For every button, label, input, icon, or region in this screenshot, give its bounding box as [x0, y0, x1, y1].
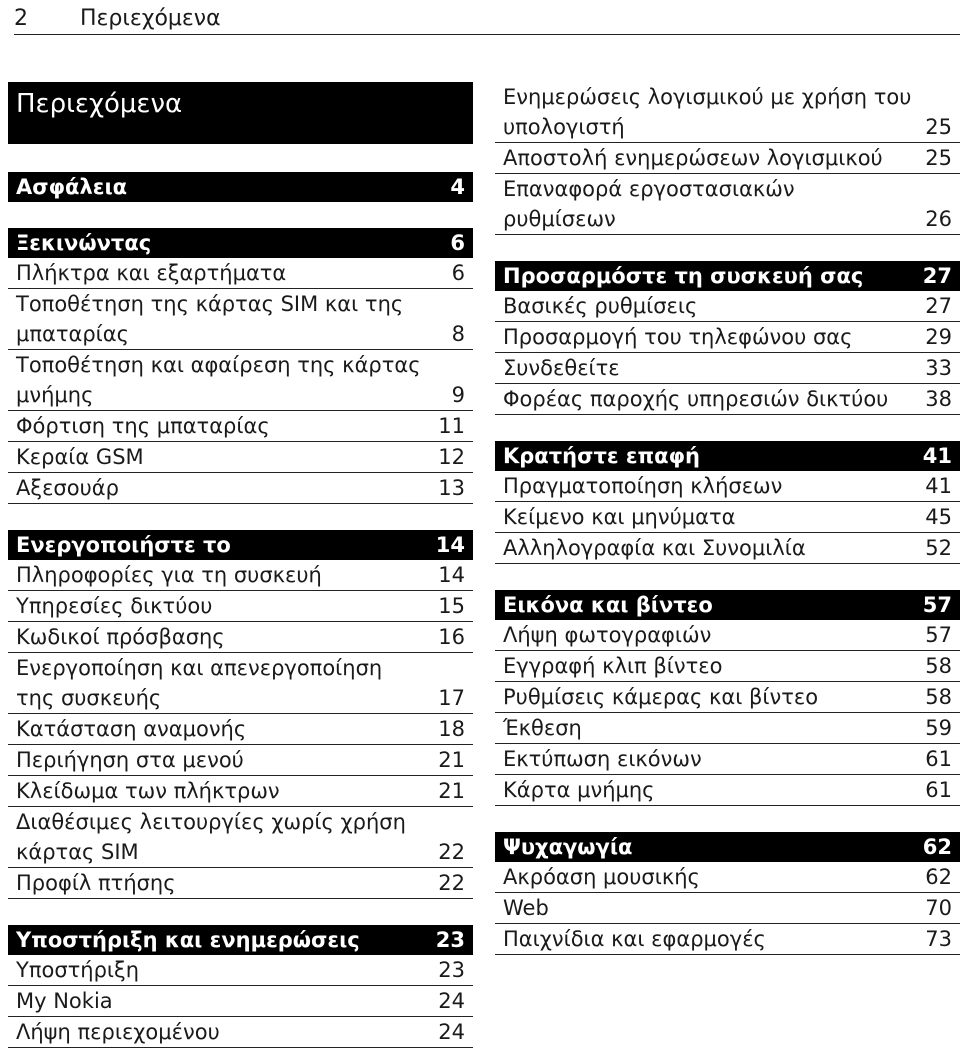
running-title: Περιεχόμενα — [80, 6, 221, 31]
entry-title: Κλείδωμα των πλήκτρων — [16, 779, 280, 803]
section-page-number: 57 — [922, 593, 952, 617]
entry-page-number: 59 — [925, 716, 952, 740]
entry-title: Ρυθμίσεις κάμερας και βίντεο — [503, 685, 819, 709]
entry-page-number: 45 — [925, 505, 952, 529]
entry-title: Συνδεθείτε — [503, 356, 620, 380]
entry-page-number: 8 — [451, 322, 465, 346]
entry-title: Κωδικοί πρόσβασης — [16, 625, 225, 649]
toc-section-heading[interactable] — [495, 590, 960, 620]
toc-entry[interactable] — [8, 807, 473, 868]
entry-page-number: 24 — [438, 989, 465, 1013]
section-title: Εικόνα και βίντεο — [503, 593, 713, 617]
toc-entry[interactable] — [495, 291, 960, 322]
entry-title: Υπηρεσίες δικτύου — [16, 594, 213, 618]
toc-entry[interactable] — [495, 384, 960, 415]
entry-title: Αλληλογραφία και Συνομιλία — [503, 536, 806, 560]
section-title: Ψυχαγωγία — [503, 835, 633, 859]
entry-title: Κείμενο και μηνύματα — [503, 505, 736, 529]
entry-title: Φόρτιση της μπαταρίας — [16, 414, 270, 438]
entry-title: Παιχνίδια και εφαρμογές — [503, 927, 766, 951]
entry-page-number: 12 — [438, 445, 465, 469]
entry-page-number: 15 — [438, 594, 465, 618]
entry-title: Αποστολή ενημερώσεων λογισμικού — [503, 146, 883, 170]
section-page-number: 4 — [450, 175, 465, 199]
toc-entry[interactable] — [495, 322, 960, 353]
toc-left-column — [8, 82, 473, 1048]
entry-page-number: 70 — [925, 896, 952, 920]
entry-page-number: 24 — [438, 1020, 465, 1044]
toc-entry[interactable] — [495, 471, 960, 502]
entry-page-number: 52 — [925, 536, 952, 560]
entry-title: Εκτύπωση εικόνων — [503, 747, 702, 771]
section-page-number: 14 — [435, 533, 465, 557]
toc-section-heading[interactable] — [8, 925, 473, 955]
entry-title: Φορέας παροχής υπηρεσιών δικτύου — [503, 387, 889, 411]
entry-page-number: 38 — [925, 387, 952, 411]
entry-page-number: 6 — [451, 261, 465, 285]
entry-page-number: 58 — [925, 654, 952, 678]
toc-entry[interactable] — [495, 924, 960, 955]
entry-title: Προσαρμογή του τηλεφώνου σας — [503, 325, 853, 349]
toc-section-heading[interactable] — [8, 228, 473, 258]
toc-section-heading[interactable] — [495, 441, 960, 471]
toc-entry[interactable] — [8, 868, 473, 899]
entry-title: Ακρόαση μουσικής — [503, 865, 700, 889]
toc-entry[interactable] — [8, 622, 473, 653]
entry-title: Περιήγηση στα μενού — [16, 748, 244, 772]
entry-title: Προφίλ πτήσης — [16, 871, 176, 895]
toc-section-heading[interactable] — [8, 530, 473, 560]
section-title: Ασφάλεια — [16, 175, 128, 199]
entry-title: Κάρτα μνήμης — [503, 778, 655, 802]
toc-entry[interactable] — [495, 862, 960, 893]
toc-main-title: Περιεχόμενα — [8, 82, 473, 144]
toc-entry[interactable] — [495, 893, 960, 924]
section-page-number: 27 — [922, 264, 952, 288]
toc-entry[interactable] — [495, 713, 960, 744]
toc-entry[interactable] — [495, 82, 960, 143]
toc-entry[interactable] — [8, 442, 473, 473]
toc-entry[interactable] — [495, 174, 960, 235]
section-title: Προσαρμόστε τη συσκευή σας — [503, 264, 864, 288]
toc-entry[interactable] — [495, 682, 960, 713]
toc-entry[interactable] — [495, 353, 960, 384]
section-page-number: 6 — [450, 231, 465, 255]
entry-page-number: 21 — [438, 779, 465, 803]
entry-title: Κατάσταση αναμονής — [16, 717, 247, 741]
toc-entry[interactable] — [8, 986, 473, 1017]
toc-entry[interactable] — [495, 775, 960, 806]
entry-page-number: 73 — [925, 927, 952, 951]
entry-title: Πραγματοποίηση κλήσεων — [503, 474, 783, 498]
entry-page-number: 62 — [925, 865, 952, 889]
toc-entry[interactable] — [495, 620, 960, 651]
section-title: Κρατήστε επαφή — [503, 444, 700, 468]
entry-title: Κεραία GSM — [16, 445, 144, 469]
entry-title: Ενεργοποίηση και απενεργοποίηση της συσκευής — [16, 656, 383, 710]
toc-entry[interactable] — [495, 502, 960, 533]
entry-page-number: 18 — [438, 717, 465, 741]
toc-entry[interactable] — [495, 143, 960, 174]
toc-entry[interactable] — [8, 350, 473, 411]
toc-entry[interactable] — [8, 473, 473, 504]
toc-entry[interactable] — [495, 744, 960, 775]
entry-title: Εγγραφή κλιπ βίντεο — [503, 654, 723, 678]
entry-title: Web — [503, 896, 549, 920]
page-header — [14, 4, 960, 35]
entry-page-number: 25 — [925, 115, 952, 139]
toc-entry[interactable] — [8, 591, 473, 622]
toc-entry[interactable] — [495, 533, 960, 564]
toc-section-heading[interactable] — [495, 832, 960, 862]
section-page-number: 62 — [922, 835, 952, 859]
entry-page-number: 33 — [925, 356, 952, 380]
entry-title: Βασικές ρυθμίσεις — [503, 294, 698, 318]
toc-entry[interactable] — [8, 289, 473, 350]
toc-entry[interactable] — [8, 411, 473, 442]
entry-title: Τοποθέτηση της κάρτας SIM και της μπαταρίας — [16, 292, 404, 346]
page-number: 2 — [14, 6, 28, 31]
toc-entry[interactable] — [8, 258, 473, 289]
toc-entry[interactable] — [8, 653, 473, 714]
toc-entry[interactable] — [8, 745, 473, 776]
toc-entry[interactable] — [8, 1017, 473, 1048]
entry-page-number: 23 — [438, 958, 465, 982]
entry-page-number: 22 — [438, 871, 465, 895]
entry-page-number: 61 — [925, 778, 952, 802]
entry-title: Έκθεση — [503, 716, 582, 740]
section-title: Ενεργοποιήστε το — [16, 533, 231, 557]
entry-page-number: 27 — [925, 294, 952, 318]
toc-section-heading[interactable] — [8, 172, 473, 202]
entry-title: Επαναφορά εργοστασιακών ρυθμίσεων — [503, 177, 795, 231]
entry-page-number: 21 — [438, 748, 465, 772]
entry-title: Διαθέσιμες λειτουργίες χωρίς χρήση κάρτας SIM — [16, 810, 406, 864]
entry-page-number: 17 — [438, 686, 465, 710]
entry-page-number: 11 — [438, 414, 465, 438]
toc-entry[interactable] — [8, 776, 473, 807]
section-title: Ξεκινώντας — [16, 231, 152, 255]
entry-page-number: 41 — [925, 474, 952, 498]
toc-entry[interactable] — [8, 560, 473, 591]
entry-title: Ενημερώσεις λογισμικού με χρήση του υπολογιστή — [503, 85, 912, 139]
toc-section-heading[interactable] — [495, 261, 960, 291]
section-title: Υποστήριξη και ενημερώσεις — [16, 928, 360, 952]
entry-title: Πληροφορίες για τη συσκευή — [16, 563, 322, 587]
entry-page-number: 25 — [925, 146, 952, 170]
toc-right-column — [495, 82, 960, 955]
entry-title: Λήψη περιεχομένου — [16, 1020, 220, 1044]
toc-entry[interactable] — [495, 651, 960, 682]
entry-title: Αξεσουάρ — [16, 476, 119, 500]
entry-page-number: 14 — [438, 563, 465, 587]
entry-page-number: 26 — [925, 207, 952, 231]
entry-page-number: 61 — [925, 747, 952, 771]
section-page-number: 23 — [435, 928, 465, 952]
entry-title: Τοποθέτηση και αφαίρεση της κάρτας μνήμης — [16, 353, 421, 407]
entry-title: Πλήκτρα και εξαρτήματα — [16, 261, 287, 285]
entry-page-number: 57 — [925, 623, 952, 647]
section-page-number: 41 — [922, 444, 952, 468]
entry-page-number: 16 — [438, 625, 465, 649]
entry-title: My Nokia — [16, 989, 113, 1013]
toc-entry[interactable] — [8, 955, 473, 986]
entry-page-number: 13 — [438, 476, 465, 500]
toc-entry[interactable] — [8, 714, 473, 745]
entry-page-number: 58 — [925, 685, 952, 709]
entry-title: Υποστήριξη — [16, 958, 140, 982]
entry-title: Λήψη φωτογραφιών — [503, 623, 712, 647]
entry-page-number: 22 — [438, 840, 465, 864]
entry-page-number: 9 — [451, 383, 465, 407]
entry-page-number: 29 — [925, 325, 952, 349]
